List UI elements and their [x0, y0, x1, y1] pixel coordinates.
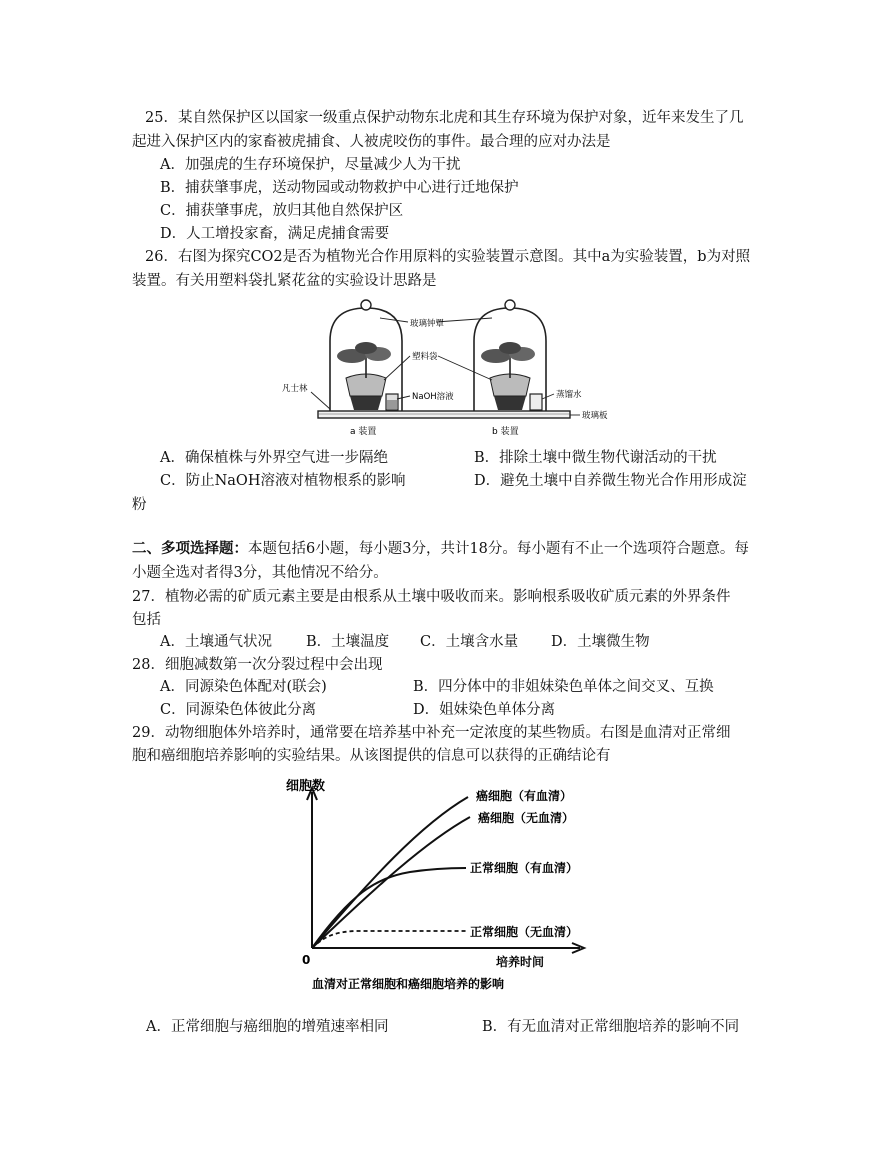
- chart-origin: 0: [302, 953, 311, 967]
- q25-stem-line-1: 25．某自然保护区以国家一级重点保护动物东北虎和其生存环境为保护对象，近年来发生了几: [145, 110, 744, 126]
- chart-ylabel: 细胞数: [286, 779, 326, 794]
- q26-stem-line-2: 装置。有关用塑料袋扎紧花盆的实验设计思路是: [132, 273, 437, 289]
- q29-option-b: B．有无血清对正常细胞培养的影响不同: [482, 1019, 740, 1035]
- q26-option-c: C．防止NaOH溶液对植物根系的影响: [160, 473, 406, 489]
- q27-stem-line-1: 27．植物必需的矿质元素主要是由根系从土壤中吸收而来。影响根系吸收矿质元素的外界条件: [132, 589, 731, 605]
- water-beaker: [530, 394, 542, 410]
- q28-option-d: D．姐妹染色单体分离: [413, 702, 556, 718]
- curve-label-cancer-without-serum: 癌细胞（无血清）: [478, 811, 575, 825]
- q29-option-a: A．正常细胞与癌细胞的增殖速率相同: [146, 1019, 389, 1035]
- serum-effect-chart: [280, 770, 620, 1010]
- section2-text-2: 小题全选对者得3分，其他情况不给分。: [132, 565, 388, 581]
- section2-intro-line-1: [132, 539, 749, 559]
- q28-stem: 28．细胞减数第一次分裂过程中会出现: [132, 657, 383, 673]
- q26-stem-line-1: 26．右图为探究CO2是否为植物光合作用原料的实验装置示意图。其中a为实验装置，b为对照: [145, 249, 751, 265]
- curve-label-normal-with-serum: 正常细胞（有血清）: [470, 861, 579, 875]
- q25-option-d: D．人工增投家畜，满足虎捕食需要: [160, 226, 390, 242]
- q25-stem-line-2: 起进入保护区内的家畜被虎捕食、人被虎咬伤的事件。最合理的应对办法是: [132, 134, 611, 150]
- label-vaseline: 凡士林: [282, 384, 308, 394]
- q26-option-d-continued: 粉: [132, 497, 147, 513]
- q26-option-a: A．确保植株与外界空气进一步隔绝: [160, 450, 388, 466]
- apparatus-b: [474, 300, 546, 411]
- section2-heading: 二、多项选择题：: [132, 540, 248, 557]
- q26-option-b: B．排除土壤中微生物代谢活动的干扰: [474, 450, 717, 466]
- label-water: 蒸馏水: [556, 390, 582, 400]
- apparatus-a: [330, 300, 402, 411]
- curve-label-cancer-with-serum: 癌细胞（有血清）: [476, 789, 573, 803]
- q29-stem-line-2: 胞和癌细胞培养影响的实验结果。从该图提供的信息可以获得的正确结论有: [132, 748, 611, 764]
- label-glass-plate: 玻璃板: [582, 411, 608, 421]
- q26-option-d: D．避免土壤中自养微生物光合作用形成淀: [474, 473, 747, 489]
- curve-normal-with-serum: [312, 868, 466, 948]
- label-plastic-bag: 塑料袋: [412, 352, 438, 362]
- curve-cancer-without-serum: [312, 817, 470, 948]
- label-bell-jar: 玻璃钟罩: [410, 319, 445, 329]
- q25-option-b: B．捕获肇事虎，送动物园或动物救护中心进行迁地保护: [160, 180, 519, 196]
- q28-option-c: C．同源染色体彼此分离: [160, 702, 317, 718]
- curve-label-normal-without-serum: 正常细胞（无血清）: [470, 925, 579, 939]
- q27-option-c: C．土壤含水量: [420, 634, 519, 650]
- q28-option-b: B．四分体中的非姐妹染色单体之间交叉、互换: [413, 679, 714, 695]
- q27-stem-line-2: 包括: [132, 612, 161, 628]
- q27-option-d: D．土壤微生物: [551, 634, 650, 650]
- q29-stem-line-1: 29．动物细胞体外培养时，通常要在培养基中补充一定浓度的某些物质。右图是血清对正常细: [132, 725, 731, 741]
- chart-xlabel: 培养时间: [496, 955, 545, 969]
- label-apparatus-b: b 装置: [492, 427, 519, 437]
- q25-option-c: C．捕获肇事虎，放归其他自然保护区: [160, 203, 404, 219]
- label-apparatus-a: a 装置: [350, 427, 377, 437]
- label-naoh: NaOH溶液: [412, 392, 454, 402]
- q27-option-b: B．土壤温度: [306, 634, 390, 650]
- curve-normal-without-serum: [312, 931, 466, 948]
- section2-text-1: 本题包括6小题，每小题3分，共计18分。每小题有不止一个选项符合题意。每: [248, 541, 749, 557]
- experiment-apparatus-figure: [280, 296, 700, 446]
- glass-plate: [318, 411, 570, 418]
- q28-option-a: A．同源染色体配对(联会): [160, 679, 327, 695]
- chart-caption: 血清对正常细胞和癌细胞培养的影响: [312, 977, 505, 991]
- flower-pot-a: [350, 396, 382, 410]
- flower-pot-b: [494, 396, 526, 410]
- q27-option-a: A．土壤通气状况: [160, 634, 272, 650]
- q25-option-a: A．加强虎的生存环境保护，尽量减少人为干扰: [160, 157, 461, 173]
